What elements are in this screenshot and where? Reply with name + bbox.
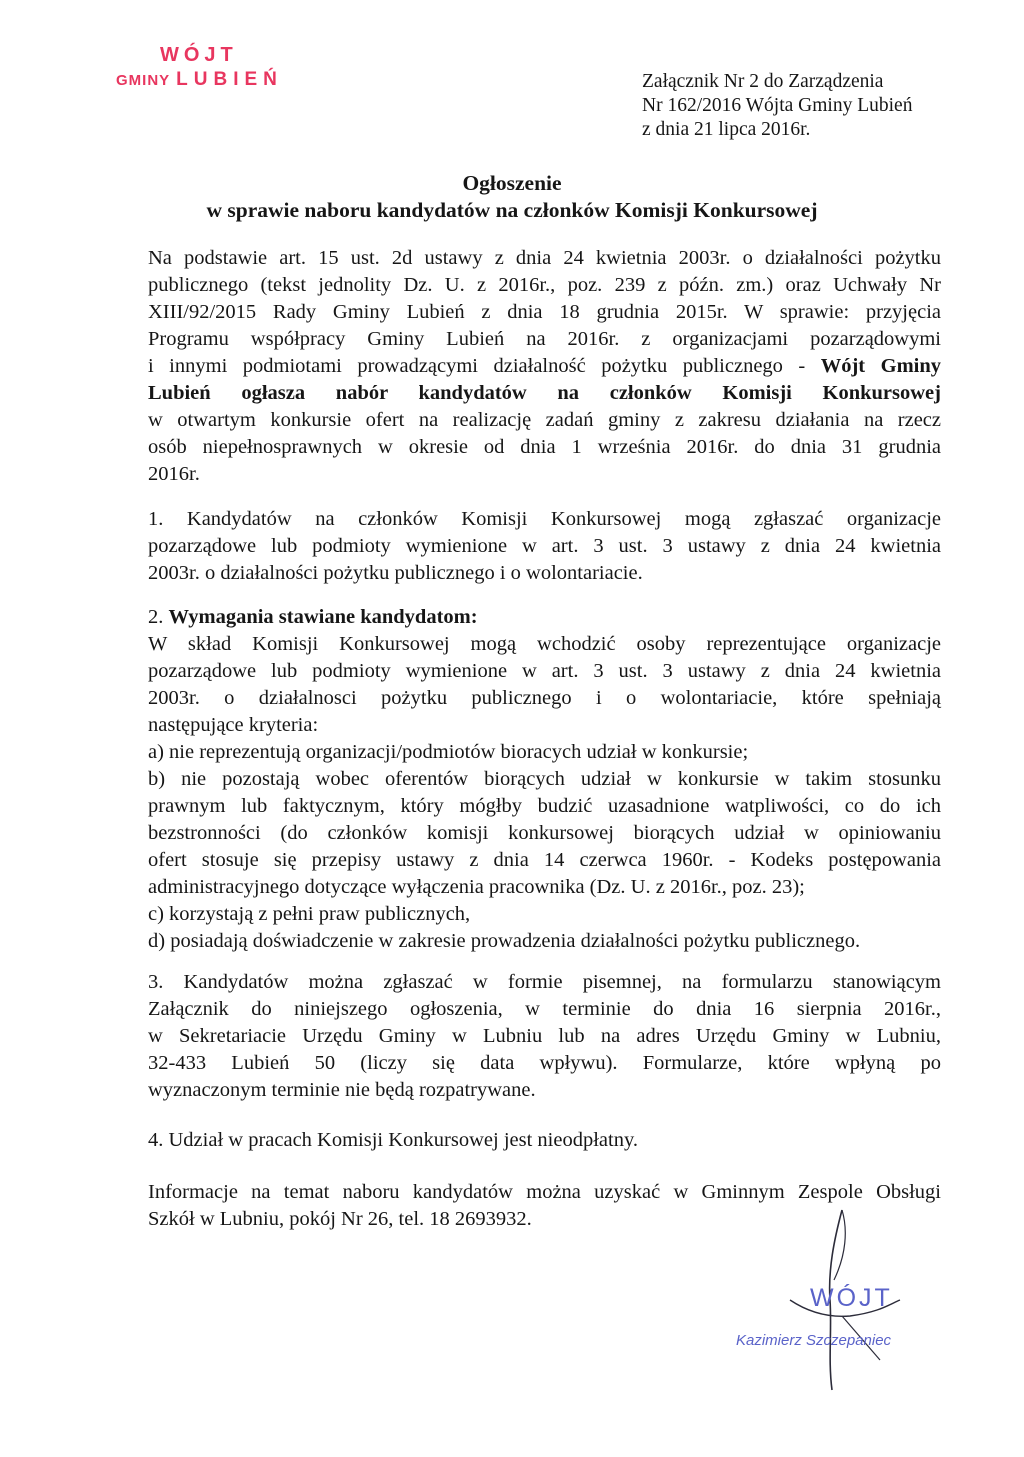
text-line: administracyjnego dotyczące wyłączenia pracownika (Dz. U. z 2016r., poz. 23);: [148, 876, 805, 898]
attachment-line: z dnia 21 lipca 2016r.: [642, 119, 811, 140]
text-line: Szkół w Lubniu, pokój Nr 26, tel. 18 2693932.: [148, 1208, 532, 1230]
text-line: pozarządowe lub podmioty wymienione w art. 3 ust. 3 ustawy z dnia 24 kwietnia: [148, 660, 941, 682]
document-title: Ogłoszenie: [462, 171, 562, 195]
text-line: bezstronności (do członków komisji konkursowej biorących udział w opiniowaniu: [148, 822, 941, 844]
text-line: 2016r.: [148, 463, 200, 485]
text-line: w otwartym konkursie ofert na realizację zadań gminy z zakresu działania na rzecz: [148, 409, 941, 431]
signature-stamp-word: WÓJT: [810, 1284, 893, 1312]
signature-block: [730, 1200, 990, 1400]
attachment-line: Załącznik Nr 2 do Zarządzenia: [642, 71, 884, 92]
text-line: Programu współpracy Gminy Lubień na 2016r. z organizacjami pozarządowymi: [148, 328, 941, 350]
office-stamp: [116, 44, 306, 91]
signatory-name: Kazimierz Szczepaniec: [736, 1332, 892, 1349]
section-number: 2.: [148, 606, 169, 628]
section-2: [148, 604, 941, 955]
text-line: prawnym lub faktycznym, który mógłby budzić uzasadnione watpliwości, co do ich: [148, 795, 941, 817]
text-line: XIII/92/2015 Rady Gminy Lubień z dnia 18 grudnia 2015r. W sprawie: przyjęcia: [148, 301, 941, 323]
intro-paragraph: [148, 245, 941, 488]
section-4: [148, 1127, 941, 1154]
text-line: 32-433 Lubień 50 (liczy się data wpływu). Formularze, które wpłyną po: [148, 1052, 941, 1074]
text-line: 2003r. o działalnosci pożytku publicznego i o wolontariacie, które spełniają: [148, 687, 941, 709]
document-subtitle: w sprawie naboru kandydatów na członków Komisji Konkursowej: [206, 198, 818, 222]
attachment-line: Nr 162/2016 Wójta Gminy Lubień: [642, 95, 913, 116]
text-line: [148, 353, 941, 380]
text-line: wyznaczonym terminie nie będą rozpatrywane.: [148, 1079, 536, 1101]
emphasis-line: Lubień ogłasza nabór kandydatów na członków Komisji Konkursowej: [148, 382, 941, 404]
text-line: W skład Komisji Konkursowej mogą wchodzić osoby reprezentujące organizacje: [148, 633, 941, 655]
stamp-office-prefix: GMINY: [116, 72, 171, 89]
stamp-office: [116, 69, 306, 91]
text-line: Załącznik do niniejszego ogłoszenia, w terminie do dnia 16 sierpnia 2016r.,: [148, 998, 941, 1020]
section-3: [148, 969, 941, 1104]
text-line: następujące kryteria:: [148, 714, 319, 736]
criterion-c: c) korzystają z pełni praw publicznych,: [148, 903, 471, 925]
attachment-header: [642, 70, 912, 142]
text-line: 3. Kandydatów można zgłaszać w formie pisemnej, na formularzu stanowiącym: [148, 971, 941, 993]
text-line: Informacje na temat naboru kandydatów można uzyskać w Gminnym Zespole Obsługi: [148, 1181, 941, 1203]
text-line: publicznego (tekst jednolity Dz. U. z 2016r., poz. 239 z późn. zm.) oraz Uchwały Nr: [148, 274, 941, 296]
text-line: w Sekretariacie Urzędu Gminy w Lubniu lub na adres Urzędu Gminy w Lubniu,: [148, 1025, 941, 1047]
text-line: 4. Udział w pracach Komisji Konkursowej jest nieodpłatny.: [148, 1129, 638, 1151]
text-segment: i innymi podmiotami prowadzącymi działalność pożytku publicznego -: [148, 355, 821, 377]
text-line: pozarządowe lub podmioty wymienione w art. 3 ust. 3 ustawy z dnia 24 kwietnia: [148, 535, 941, 557]
stamp-office-name: LUBIEŃ: [176, 69, 283, 90]
section-1: [148, 506, 941, 587]
text-line: osób niepełnosprawnych w okresie od dnia 1 września 2016r. do dnia 31 grudnia: [148, 436, 941, 458]
criterion-b: b) nie pozostają wobec oferentów biorących udział w konkursie w takim stosunku: [148, 768, 941, 790]
text-line: Na podstawie art. 15 ust. 2d ustawy z dnia 24 kwietnia 2003r. o działalności pożytku: [148, 247, 941, 269]
criterion-d: d) posiadają doświadczenie w zakresie prowadzenia działalności pożytku publicznego.: [148, 930, 861, 952]
criterion-a: a) nie reprezentują organizacji/podmiotów bioracych udział w konkursie;: [148, 741, 749, 763]
stamp-title: WÓJT: [160, 44, 238, 66]
text-line: 1. Kandydatów na członków Komisji Konkursowej mogą zgłaszać organizacje: [148, 508, 941, 530]
section-title: Wymagania stawiane kandydatom:: [168, 606, 478, 628]
section-heading: [148, 604, 941, 631]
text-line: ofert stosuje się przepisy ustawy z dnia 14 czerwca 1960r. - Kodeks postępowania: [148, 849, 941, 871]
text-line: 2003r. o działalności pożytku publicznego i o wolontariacie.: [148, 562, 643, 584]
emphasis-text: Wójt Gminy: [820, 355, 941, 377]
